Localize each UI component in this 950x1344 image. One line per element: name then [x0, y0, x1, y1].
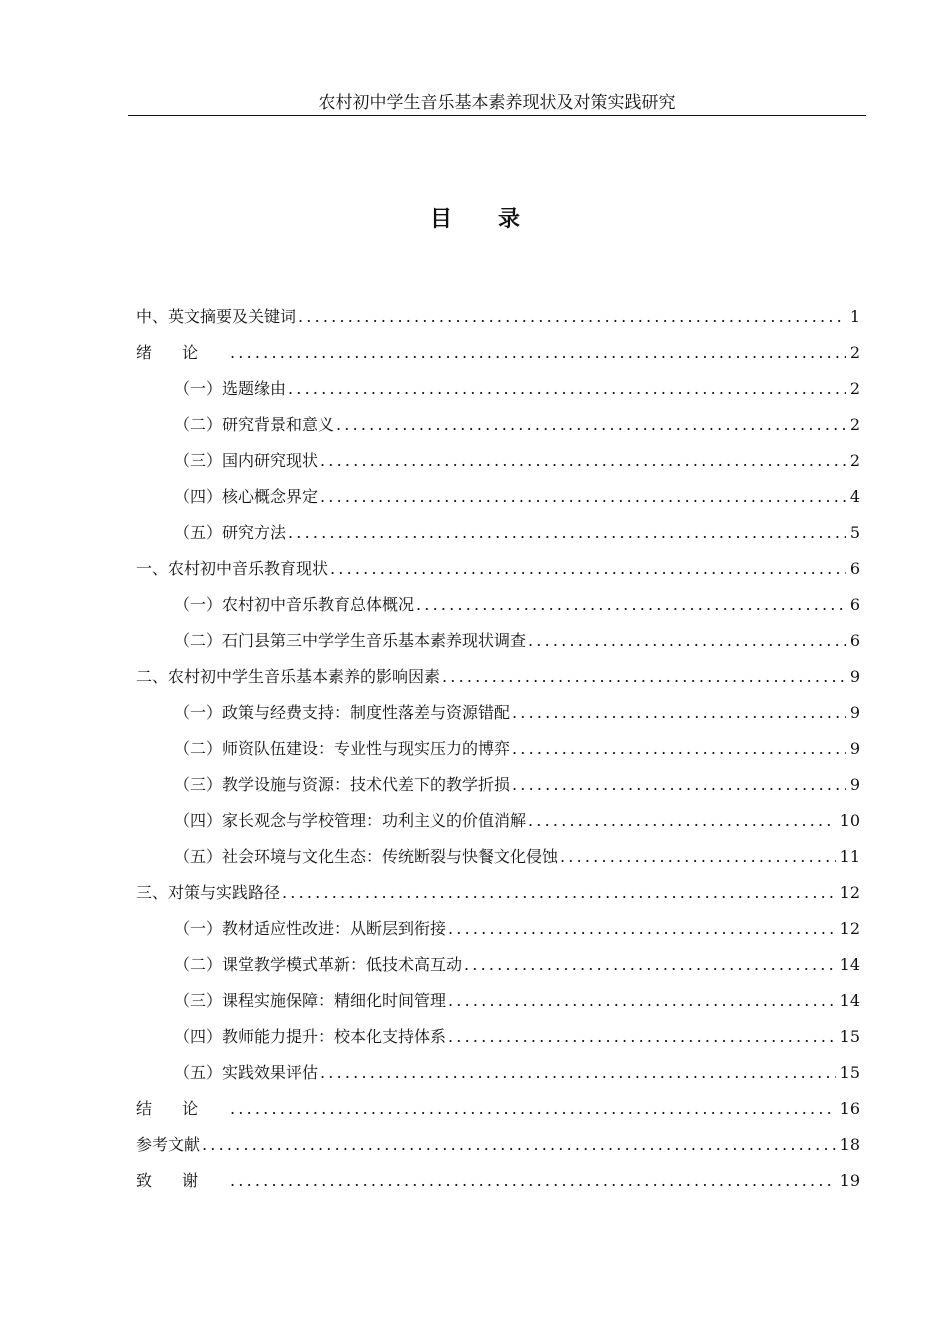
toc-entry-label: （四）家长观念与学校管理：功利主义的价值消解 [174, 811, 527, 830]
toc-entry[interactable] [136, 878, 860, 914]
toc-entry-label: （四）教师能力提升：校本化支持体系 [174, 1027, 447, 1046]
toc-entry-label: 结论 [136, 1099, 229, 1118]
toc-page-number: 18 [839, 1135, 860, 1154]
table-of-contents [136, 302, 860, 1202]
toc-entry-label: 一、农村初中音乐教育现状 [136, 559, 329, 578]
toc-entry[interactable] [136, 662, 860, 698]
toc-entry-label: （二）课堂教学模式革新：低技术高互动 [174, 955, 463, 974]
toc-entry[interactable] [136, 626, 860, 662]
toc-dot-leader [230, 1166, 836, 1196]
toc-page-number: 14 [839, 991, 860, 1010]
toc-entry[interactable] [136, 914, 860, 950]
toc-entry[interactable] [136, 698, 860, 734]
toc-dot-leader [330, 554, 846, 584]
toc-page-number: 16 [839, 1099, 860, 1118]
toc-entry[interactable] [136, 590, 860, 626]
toc-entry[interactable] [136, 554, 860, 590]
toc-page-number: 2 [849, 379, 860, 398]
toc-entry[interactable] [136, 1022, 860, 1058]
toc-entry-label: 致谢 [136, 1171, 229, 1190]
toc-entry[interactable] [136, 302, 860, 338]
toc-page-number: 12 [839, 883, 860, 902]
toc-entry[interactable] [136, 770, 860, 806]
toc-entry[interactable] [136, 986, 860, 1022]
toc-entry-label: 二、农村初中学生音乐基本素养的影响因素 [136, 667, 441, 686]
toc-page-number: 2 [849, 415, 860, 434]
toc-page-number: 6 [849, 595, 860, 614]
toc-dot-leader [416, 590, 846, 620]
toc-dot-leader [528, 806, 836, 836]
toc-title-char: 录 [498, 206, 521, 232]
toc-page-number: 11 [839, 847, 860, 866]
toc-page-number: 10 [839, 811, 860, 830]
toc-entry[interactable] [136, 482, 860, 518]
toc-entry-label: （三）教学设施与资源：技术代差下的教学折损 [174, 775, 511, 794]
toc-entry-label: （五）实践效果评估 [174, 1063, 319, 1082]
toc-page-number: 12 [839, 919, 860, 938]
toc-entry-label: （二）研究背景和意义 [174, 415, 335, 434]
toc-dot-leader [282, 878, 836, 908]
toc-entry-label: 参考文献 [136, 1135, 201, 1154]
toc-entry-label: （三）国内研究现状 [174, 451, 319, 470]
toc-dot-leader [448, 986, 836, 1016]
toc-page-number: 2 [849, 343, 860, 362]
toc-dot-leader [320, 482, 846, 512]
toc-title-char: 目 [429, 206, 452, 232]
toc-entry[interactable] [136, 734, 860, 770]
running-header-title: 农村初中学生音乐基本素养现状及对策实践研究 [318, 93, 676, 113]
toc-title [0, 204, 950, 234]
toc-entry[interactable] [136, 950, 860, 986]
toc-dot-leader [230, 1094, 836, 1124]
toc-entry[interactable] [136, 1058, 860, 1094]
toc-dot-leader [528, 626, 846, 656]
toc-entry-label: （一）教材适应性改进：从断层到衔接 [174, 919, 447, 938]
toc-page-number: 5 [849, 523, 860, 542]
toc-page-number: 9 [849, 703, 860, 722]
toc-dot-leader [560, 842, 836, 872]
toc-dot-leader [320, 1058, 836, 1088]
toc-entry[interactable] [136, 842, 860, 878]
toc-entry[interactable] [136, 518, 860, 554]
toc-entry-label: （一）选题缘由 [174, 379, 287, 398]
toc-dot-leader [448, 1022, 836, 1052]
toc-entry-label: 绪论 [136, 343, 229, 362]
toc-entry[interactable] [136, 1166, 860, 1202]
toc-entry-label: （二）师资队伍建设：专业性与现实压力的博弈 [174, 739, 511, 758]
toc-page-number: 6 [849, 559, 860, 578]
toc-dot-leader [512, 770, 846, 800]
toc-dot-leader [512, 734, 846, 764]
toc-dot-leader [202, 1130, 836, 1160]
toc-entry-label: （一）政策与经费支持：制度性落差与资源错配 [174, 703, 511, 722]
toc-entry[interactable] [136, 806, 860, 842]
toc-entry[interactable] [136, 410, 860, 446]
toc-page-number: 1 [849, 307, 860, 326]
toc-entry-label: （三）课程实施保障：精细化时间管理 [174, 991, 447, 1010]
toc-page-number: 15 [839, 1063, 860, 1082]
toc-entry-label: 中、英文摘要及关键词 [136, 307, 297, 326]
header-rule [128, 115, 866, 116]
toc-dot-leader [288, 518, 846, 548]
toc-page-number: 9 [849, 775, 860, 794]
toc-page-number: 9 [849, 667, 860, 686]
toc-page-number: 4 [849, 487, 860, 506]
toc-dot-leader [442, 662, 846, 692]
toc-entry-label: （四）核心概念界定 [174, 487, 319, 506]
toc-dot-leader [288, 374, 846, 404]
toc-entry-label: 三、对策与实践路径 [136, 883, 281, 902]
toc-page-number: 2 [849, 451, 860, 470]
toc-dot-leader [298, 302, 846, 332]
toc-entry-label: （二）石门县第三中学学生音乐基本素养现状调查 [174, 631, 527, 650]
toc-dot-leader [230, 338, 846, 368]
toc-entry[interactable] [136, 446, 860, 482]
toc-page-number: 15 [839, 1027, 860, 1046]
toc-entry[interactable] [136, 338, 860, 374]
toc-entry[interactable] [136, 1130, 860, 1166]
toc-dot-leader [512, 698, 846, 728]
toc-entry-label: （五）社会环境与文化生态：传统断裂与快餐文化侵蚀 [174, 847, 559, 866]
toc-dot-leader [336, 410, 846, 440]
toc-dot-leader [320, 446, 846, 476]
toc-entry[interactable] [136, 1094, 860, 1130]
toc-entry[interactable] [136, 374, 860, 410]
toc-page-number: 19 [839, 1171, 860, 1190]
toc-dot-leader [448, 914, 836, 944]
toc-page-number: 6 [849, 631, 860, 650]
toc-dot-leader [464, 950, 836, 980]
toc-page-number: 14 [839, 955, 860, 974]
toc-entry-label: （五）研究方法 [174, 523, 287, 542]
toc-page-number: 9 [849, 739, 860, 758]
toc-entry-label: （一）农村初中音乐教育总体概况 [174, 595, 415, 614]
